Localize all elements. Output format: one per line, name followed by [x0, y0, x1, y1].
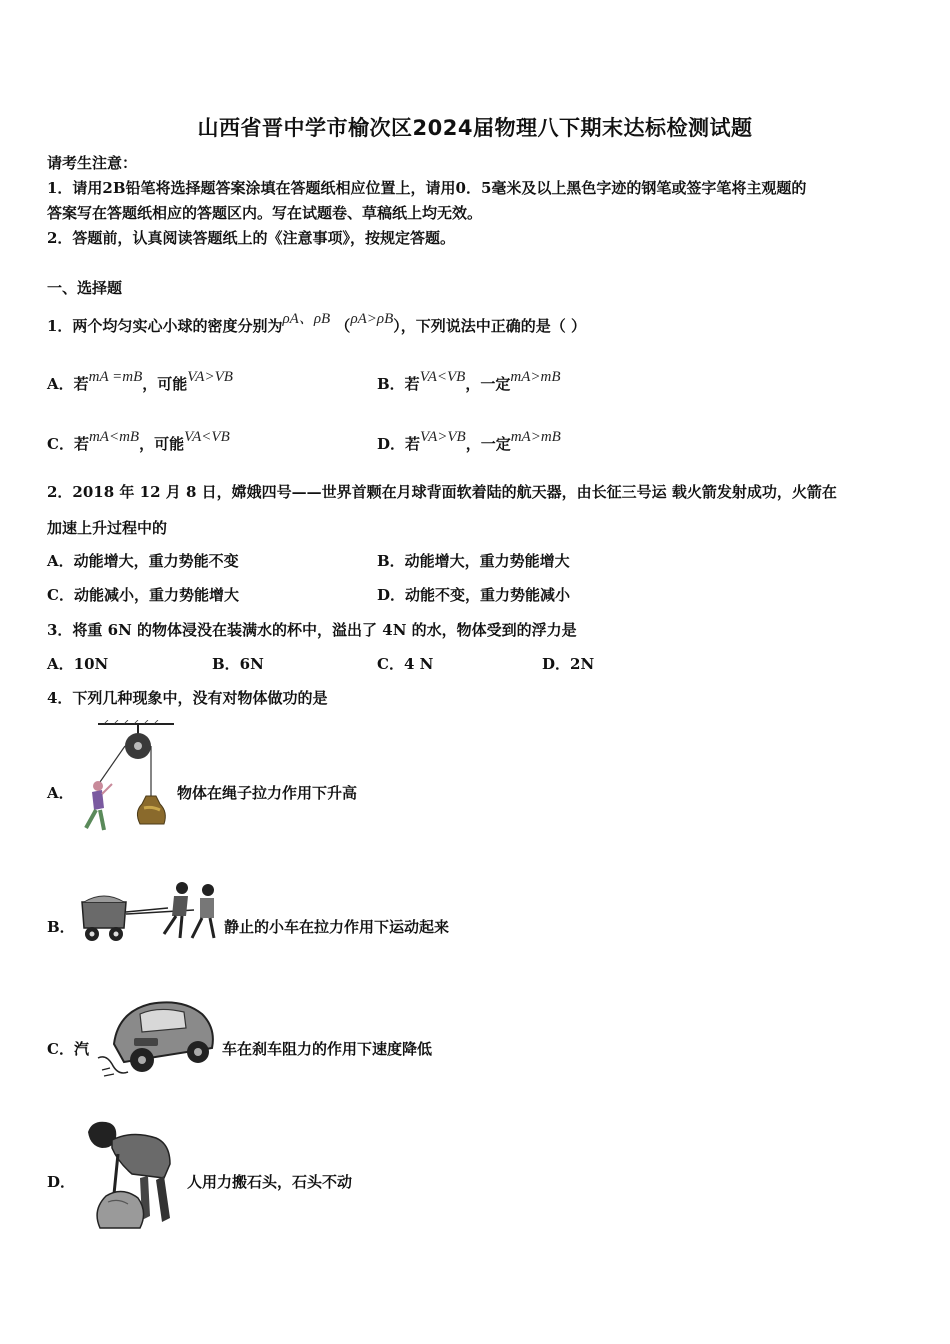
q1-a-label: A．若 — [47, 375, 89, 393]
q1-a-mass: mA =mB — [88, 369, 143, 385]
q3-option-a: A．10N — [47, 655, 109, 673]
q1-rho-compare: ρA>ρB — [350, 311, 394, 327]
notice-line-2: 2．答题前，认真阅读答题纸上的《注意事项》，按规定答题。 — [47, 229, 455, 247]
q1-b-mass: mA>mB — [510, 369, 561, 385]
q4-b-text: 静止的小车在拉力作用下运动起来 — [224, 918, 450, 936]
q4-a-label: A． — [47, 784, 74, 802]
q1-option-d — [377, 429, 561, 454]
q4-c-text: 车在刹车阻力的作用下速度降低 — [222, 1040, 433, 1058]
q1-c-volume: VA<VB — [184, 429, 230, 445]
q1-stem-a: 1．两个均匀实心小球的密度分别为 — [47, 317, 283, 335]
q1-b-mid: ，一定 — [465, 375, 511, 393]
q1-a-mid: ，可能 — [142, 375, 188, 393]
q4-d-label: D． — [47, 1173, 76, 1191]
q2-option-c: C．动能减小，重力势能增大 — [47, 586, 239, 604]
q2-option-d: D．动能不变，重力势能减小 — [377, 586, 571, 604]
q2-stem-b: 加速上升过程中的 — [47, 519, 168, 537]
pulley-lifting-illustration — [78, 720, 178, 838]
q4-c-label: C．汽 — [47, 1040, 89, 1058]
q1-b-volume: VA<VB — [419, 369, 466, 385]
q1-d-label: D．若 — [377, 435, 421, 453]
q2-option-b: B．动能增大，重力势能增大 — [377, 552, 570, 570]
q4-stem: 4．下列几种现象中，没有对物体做功的是 — [47, 689, 328, 707]
q4-d-text: 人用力搬石头，石头不动 — [187, 1173, 353, 1191]
q1-rho-pair: ρA、ρB — [282, 311, 331, 327]
lifting-stone-illustration — [78, 1118, 184, 1232]
q4-b-label: B． — [47, 918, 75, 936]
q3-option-d: D．2N — [542, 655, 595, 673]
q1-stem-c: ），下列说法中正确的是（ ） — [393, 317, 587, 335]
q1-c-mid: ，可能 — [139, 435, 185, 453]
q2-option-a: A．动能增大，重力势能不变 — [47, 552, 239, 570]
q1-a-volume: VA>VB — [187, 369, 233, 385]
q1-option-c — [47, 429, 230, 454]
q1-d-mid: ，一定 — [465, 435, 511, 453]
section-heading: 一、选择题 — [47, 279, 123, 297]
q1-b-label: B．若 — [377, 375, 420, 393]
page-title: 山西省晋中学市榆次区2024届物理八下期末达标检测试题 — [197, 116, 753, 140]
q1-stem-b: （ — [335, 317, 351, 335]
q1-option-a — [47, 369, 233, 394]
notice-heading: 请考生注意： — [47, 154, 138, 172]
q1-option-b — [377, 369, 561, 394]
q3-option-c: C．4 N — [377, 655, 434, 673]
q1-stem — [47, 311, 587, 336]
notice-line-1b: 答案写在答题纸相应的答题区内。写在试题卷、草稿纸上均无效。 — [47, 204, 483, 222]
q2-stem-a: 2．2018 年 12 月 8 日，嫦娥四号——世界首颗在月球背面软着陆的航天器，由长征三号运 载火箭发射成功，火箭在 — [47, 483, 837, 501]
q1-d-mass: mA>mB — [510, 429, 561, 445]
notice-line-1a: 1．请用2B铅笔将选择题答案涂填在答题纸相应位置上，请用0．5毫米及以上黑色字迹的钢笔或签字笔将主观题的 — [47, 179, 807, 197]
cart-pulling-illustration — [76, 878, 222, 946]
q1-d-volume: VA>VB — [420, 429, 466, 445]
q3-stem: 3．将重 6N 的物体浸没在装满水的杯中，溢出了 4N 的水，物体受到的浮力是 — [47, 621, 577, 639]
q1-c-label: C．若 — [47, 435, 89, 453]
car-braking-illustration — [94, 984, 224, 1084]
q1-c-mass: mA<mB — [88, 429, 140, 445]
q4-a-text: 物体在绳子拉力作用下升高 — [177, 784, 358, 802]
q3-option-b: B．6N — [212, 655, 264, 673]
